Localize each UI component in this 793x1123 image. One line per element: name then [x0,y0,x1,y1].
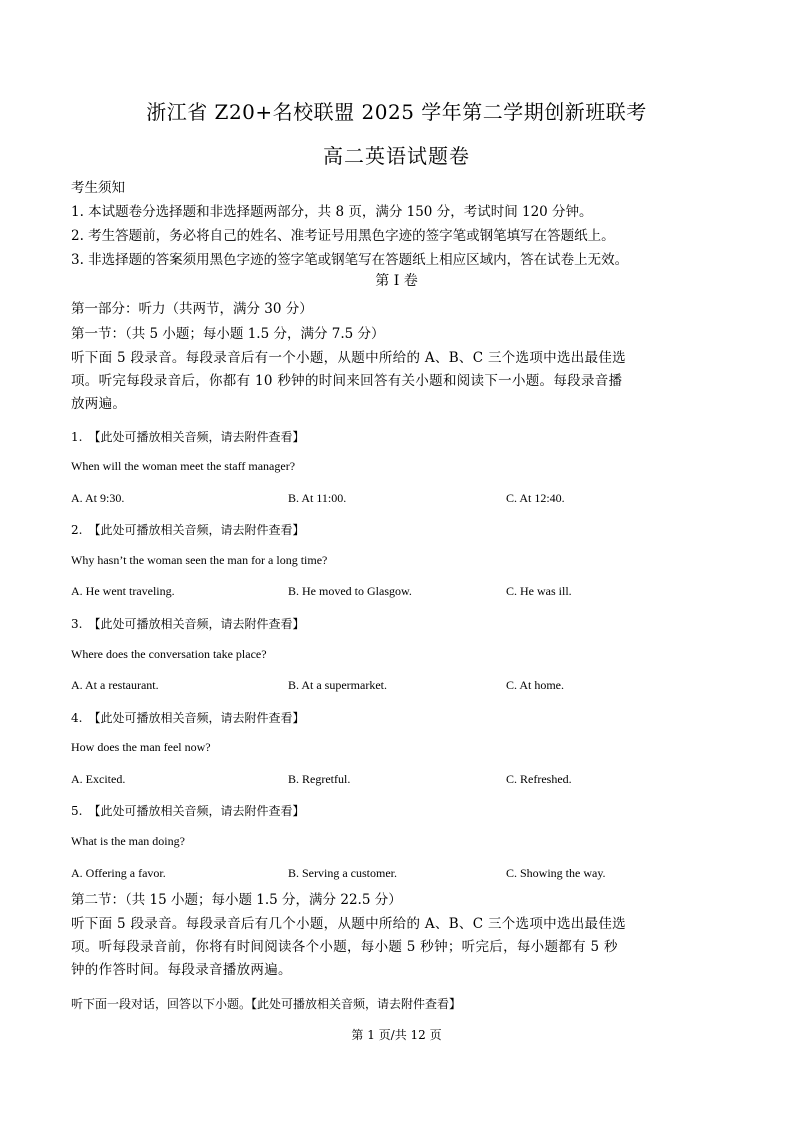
question-number-audio[interactable]: 2. 【此处可播放相关音频，请去附件查看】 [71,523,305,537]
notice-list [71,200,727,272]
option-b: B. Serving a customer. [288,866,397,880]
option-a: A. He went traveling. [71,584,175,598]
notice-item: 3. 非选择题的答案须用黑色字迹的签字笔或钢笔写在答题纸上相应区域内，答在试卷上无效。 [71,252,629,268]
section2-instructions: 听下面 5 段录音。每段录音后有几个小题，从题中所给的 A、B、C 三个选项中选出最佳选 项。听每段录音前，你将有时间阅读各个小题，每小题 5 秒钟；听完后，每小题都有 5 秒 钟的作答时间。每段录音播放两遍。 [71,916,626,978]
section2-heading: 第二节：（共 15 小题；每小题 1.5 分，满分 22.5 分） [71,892,402,908]
question-stem: Why hasn’t the woman seen the man for a long time? [71,553,328,567]
option-b: B. At a supermarket. [288,678,387,692]
section1-heading: 第一节：（共 5 小题；每小题 1.5 分，满分 7.5 分） [71,326,385,342]
part1-heading: 第一部分：听力（共两节，满分 30 分） [71,301,313,317]
question-stem: How does the man feel now? [71,740,211,754]
notice-item: 2. 考生答题前，务必将自己的姓名、准考证号用黑色字迹的签字笔或钢笔填写在答题纸上。 [71,228,615,244]
question-number-audio[interactable]: 1. 【此处可播放相关音频，请去附件查看】 [71,430,305,444]
exam-title: 浙江省 Z20+名校联盟 2025 学年第二学期创新班联考 [146,100,647,124]
option-a: A. Offering a favor. [71,866,166,880]
question-number-audio[interactable]: 3. 【此处可播放相关音频，请去附件查看】 [71,617,305,631]
notice-heading: 考生须知 [71,180,125,196]
question-stem: What is the man doing? [71,834,185,848]
part1-header [71,297,727,416]
option-b: B. He moved to Glasgow. [288,584,412,598]
page-footer: 第 1 页/共 12 页 [351,1028,442,1042]
question-number-audio[interactable]: 5. 【此处可播放相关音频，请去附件查看】 [71,804,305,818]
option-b: B. Regretful. [288,772,351,786]
question-stem: When will the woman meet the staff manager? [71,459,296,473]
option-a: A. At 9:30. [71,491,125,505]
option-b: B. At 11:00. [288,491,347,505]
option-c: C. He was ill. [506,584,572,598]
volume-label: 第 I 卷 [375,273,418,289]
section2-block [71,888,727,982]
question-stem: Where does the conversation take place? [71,647,267,661]
exam-subtitle: 高二英语试题卷 [323,144,470,168]
option-c: C. At 12:40. [506,491,565,505]
option-a: A. Excited. [71,772,126,786]
question-number-audio[interactable]: 4. 【此处可播放相关音频，请去附件查看】 [71,711,305,725]
option-c: C. At home. [506,678,565,692]
option-c: C. Refreshed. [506,772,572,786]
option-c: C. Showing the way. [506,866,606,880]
option-a: A. At a restaurant. [71,678,159,692]
dialogue-lead-audio[interactable]: 听下面一段对话，回答以下小题。【此处可播放相关音频，请去附件查看】 [71,997,462,1011]
notice-item: 1. 本试题卷分选择题和非选择题两部分，共 8 页，满分 150 分，考试时间 120 分钟。 [71,204,593,220]
section1-instructions: 听下面 5 段录音。每段录音后有一个小题，从题中所给的 A、B、C 三个选项中选出最佳选 项。听完每段录音后，你都有 10 秒钟的时间来回答有关小题和阅读下一小题。每段录音播 放两遍。 [71,350,626,412]
